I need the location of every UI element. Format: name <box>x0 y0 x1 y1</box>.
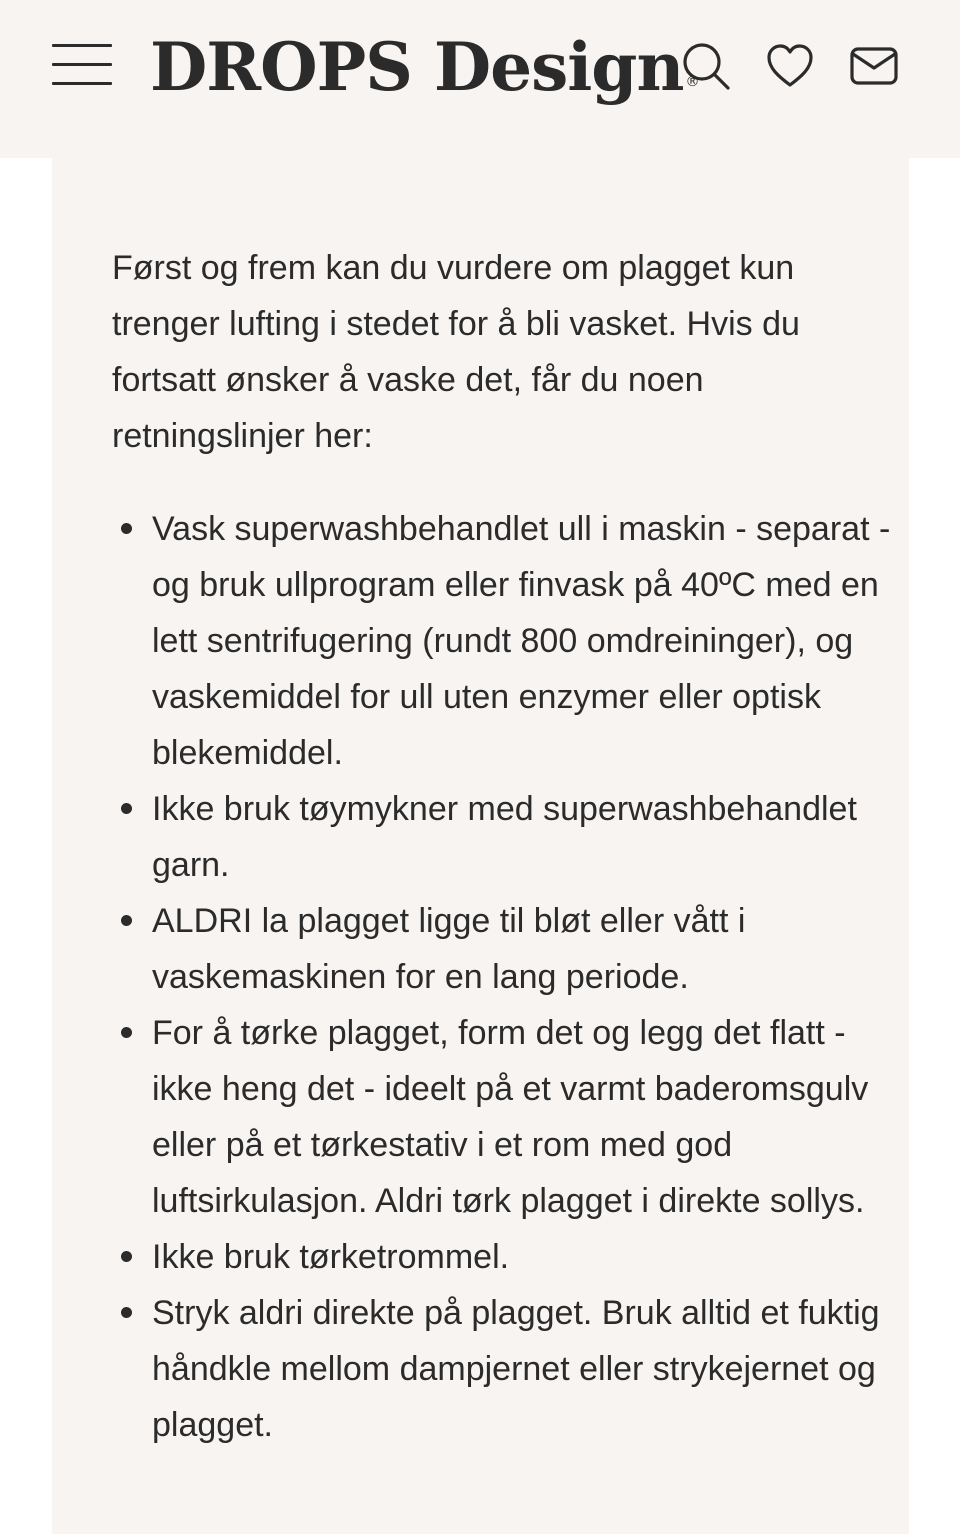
list-item: Vask superwashbehandlet ull i maskin - separat - og bruk ullprogram eller finvask på 40ºC med en lett sentrifugering (rundt 800 omdreininger), og vaskemiddel for ull uten enzymer eller optisk blekemiddel. <box>152 501 912 781</box>
menu-line <box>52 44 112 47</box>
drops-design-logo[interactable] <box>150 22 698 112</box>
list-item: Ikke bruk tørketrommel. <box>152 1229 912 1285</box>
list-item: For å tørke plagget, form det og legg det flatt - ikke heng det - ideelt på et varmt baderomsgulv eller på et tørkestativ i et rom med god luftsirkulasjon. Aldri tørk plagget i direkte sollys. <box>152 1005 912 1229</box>
list-item: ALDRI la plagget ligge til bløt eller vått i vaskemaskinen for en lang periode. <box>152 893 912 1005</box>
menu-line <box>52 82 112 85</box>
registered-mark: ® <box>685 74 699 90</box>
site-header <box>0 0 960 158</box>
article-panel <box>52 158 909 1534</box>
list-item: Stryk aldri direkte på plagget. Bruk alltid et fuktig håndkle mellom dampjernet eller strykejernet og plagget. <box>152 1285 912 1453</box>
search-icon[interactable] <box>680 40 732 92</box>
list-item: Ikke bruk tøymykner med superwashbehandlet garn. <box>152 781 912 893</box>
intro-paragraph: Først og frem kan du vurdere om plagget kun trenger lufting i stedet for å bli vasket. Hvis du fortsatt ønsker å vaske det, får du noen retningslinjer her: <box>112 249 800 455</box>
envelope-icon[interactable] <box>848 40 900 92</box>
heart-icon[interactable] <box>764 40 816 92</box>
logo-text: DROPS Design <box>150 28 684 106</box>
hamburger-menu-icon[interactable] <box>52 42 114 88</box>
menu-line <box>52 63 112 66</box>
washing-guidelines-list <box>112 501 912 1453</box>
